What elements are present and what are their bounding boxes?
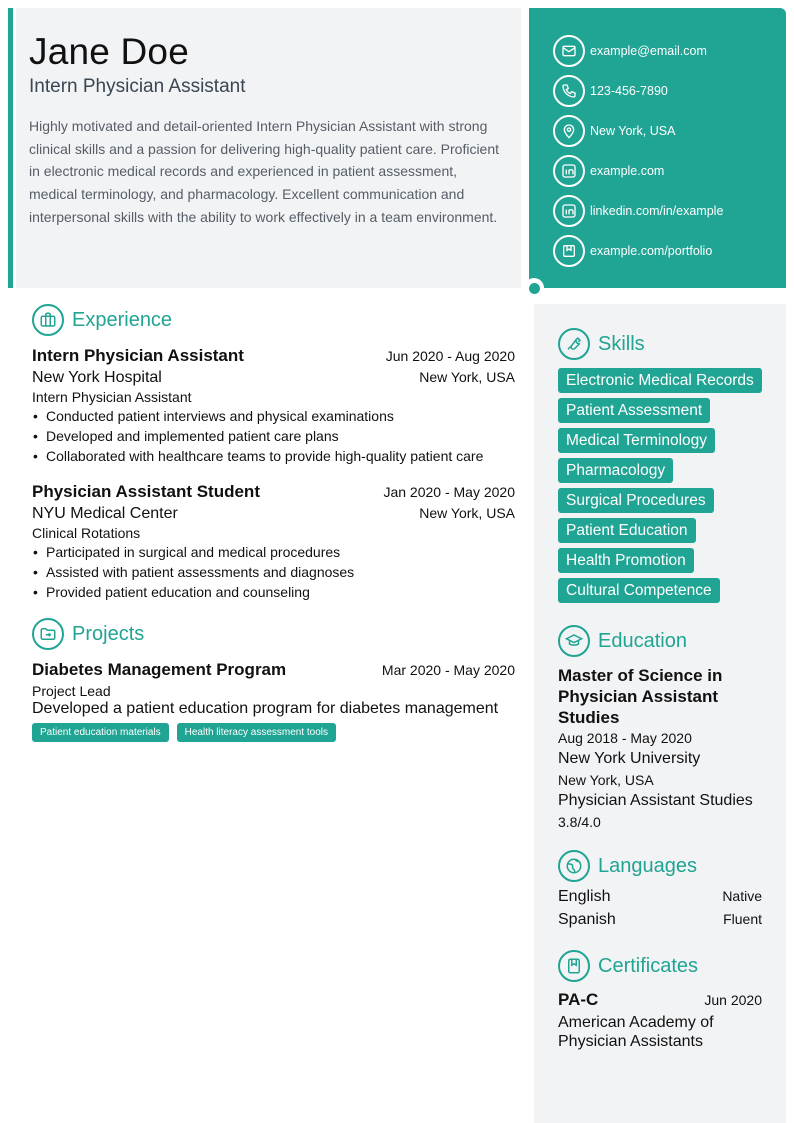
list-item: • Collaborated with healthcare teams to provide high-quality patient care	[32, 446, 515, 466]
certificate-row	[558, 990, 762, 1010]
education-location: New York, USA	[558, 772, 654, 788]
certificate-icon	[558, 950, 590, 982]
job-subtitle: Clinical Rotations	[32, 525, 141, 541]
linkedin-icon	[553, 155, 585, 187]
list-item: • Assisted with patient assessments and diagnoses	[32, 562, 515, 582]
job-org: New York Hospital	[32, 369, 162, 386]
wrench-icon	[558, 328, 590, 360]
briefcase-icon	[32, 304, 64, 336]
contact-phone[interactable]	[553, 71, 786, 111]
contact-location-text: New York, USA	[590, 124, 676, 138]
job-title: Physician Assistant Student	[32, 482, 260, 501]
skill-tag: Pharmacology	[558, 458, 673, 483]
project-dates: Mar 2020 - May 2020	[381, 662, 515, 678]
contact-email[interactable]	[553, 31, 786, 71]
skill-tag: Health Promotion	[558, 548, 694, 573]
job-dates: Jun 2020 - Aug 2020	[385, 348, 515, 364]
job-bullets	[32, 406, 515, 466]
experience-entry	[32, 346, 515, 466]
languages-heading	[558, 850, 762, 882]
language-name: Spanish	[558, 911, 616, 928]
job-subtitle: Intern Physician Assistant	[32, 389, 192, 405]
projects-heading	[32, 618, 515, 650]
candidate-name: Jane Doe	[29, 31, 189, 72]
education-degree: Master of Science in Physician Assistant Studies	[558, 666, 723, 727]
header-panel	[16, 8, 521, 288]
phone-icon	[553, 75, 585, 107]
skills-title: Skills	[598, 332, 645, 355]
project-title: Diabetes Management Program	[32, 660, 287, 679]
project-tags	[32, 723, 515, 742]
main-column	[32, 304, 515, 742]
linkedin-icon	[553, 195, 585, 227]
contact-email-text: example@email.com	[590, 44, 707, 58]
skill-tag: Cultural Competence	[558, 578, 720, 603]
skills-list	[558, 368, 762, 603]
certificates-title: Certificates	[598, 954, 699, 977]
skill-tag: Electronic Medical Records	[558, 368, 762, 393]
language-row	[558, 888, 762, 911]
folder-icon	[32, 618, 64, 650]
language-level: Native	[722, 888, 762, 904]
list-item: • Participated in surgical and medical procedures	[32, 542, 515, 562]
project-tag: Patient education materials	[32, 723, 169, 742]
header-accent-bar	[8, 8, 13, 288]
project-entry	[32, 660, 515, 742]
certificate-name: PA-C	[558, 990, 599, 1009]
contact-location	[553, 111, 786, 151]
contact-panel	[529, 8, 786, 288]
decorative-dot	[524, 278, 544, 298]
list-item: • Developed and implemented patient care plans	[32, 426, 515, 446]
job-bullets	[32, 542, 515, 602]
contact-website-text: example.com	[590, 164, 665, 178]
projects-title: Projects	[72, 622, 145, 645]
contact-website[interactable]	[553, 151, 786, 191]
skill-tag: Surgical Procedures	[558, 488, 714, 513]
job-org: NYU Medical Center	[32, 505, 178, 522]
graduation-cap-icon	[558, 625, 590, 657]
portfolio-icon	[553, 235, 585, 267]
language-level: Fluent	[723, 911, 762, 927]
education-dates: Aug 2018 - May 2020	[558, 730, 692, 746]
project-tag: Health literacy assessment tools	[177, 723, 336, 742]
list-item: • Conducted patient interviews and physical examinations	[32, 406, 515, 426]
skill-tag: Patient Assessment	[558, 398, 710, 423]
job-location: New York, USA	[419, 505, 515, 521]
contact-phone-text: 123-456-7890	[590, 84, 668, 98]
certificate-date: Jun 2020	[704, 992, 762, 1008]
list-item: • Provided patient education and counseling	[32, 582, 515, 602]
job-location: New York, USA	[419, 369, 515, 385]
mail-icon	[553, 35, 585, 67]
education-title: Education	[598, 629, 687, 652]
education-heading	[558, 625, 762, 657]
job-dates: Jan 2020 - May 2020	[383, 484, 515, 500]
summary-text: Highly motivated and detail-oriented Intern Physician Assistant with strong clinical skills and a passion for delivering high-quality patient care. Proficient in electronic medical records and experienced in patient assessment, medical terminology, and pharmacology. Excellent communication and interpersonal skills with the ability to work effectively in a team environment.	[29, 118, 500, 225]
skill-tag: Patient Education	[558, 518, 696, 543]
education-school: New York University	[558, 750, 701, 767]
skill-tag: Medical Terminology	[558, 428, 715, 453]
education-field: Physician Assistant Studies	[558, 792, 753, 809]
language-name: English	[558, 888, 611, 905]
contact-linkedin-text: linkedin.com/in/example	[590, 204, 724, 218]
sidebar-column	[534, 304, 786, 1123]
certificates-heading	[558, 950, 762, 982]
certificate-issuer: American Academy of Physician Assistants	[558, 1014, 714, 1050]
experience-title: Experience	[72, 308, 173, 331]
globe-icon	[558, 850, 590, 882]
contact-portfolio[interactable]	[553, 231, 786, 271]
project-description: Developed a patient education program for diabetes management	[32, 700, 499, 717]
contact-portfolio-text: example.com/portfolio	[590, 244, 713, 258]
languages-list	[558, 888, 762, 934]
experience-entry	[32, 482, 515, 602]
contact-linkedin[interactable]	[553, 191, 786, 231]
education-gpa: 3.8/4.0	[558, 814, 601, 830]
project-role: Project Lead	[32, 683, 111, 699]
map-pin-icon	[553, 115, 585, 147]
job-title: Intern Physician Assistant	[32, 346, 244, 365]
experience-heading	[32, 304, 515, 336]
skills-heading	[558, 328, 762, 360]
candidate-role: Intern Physician Assistant	[29, 76, 246, 97]
languages-title: Languages	[598, 854, 697, 877]
language-row	[558, 911, 762, 934]
